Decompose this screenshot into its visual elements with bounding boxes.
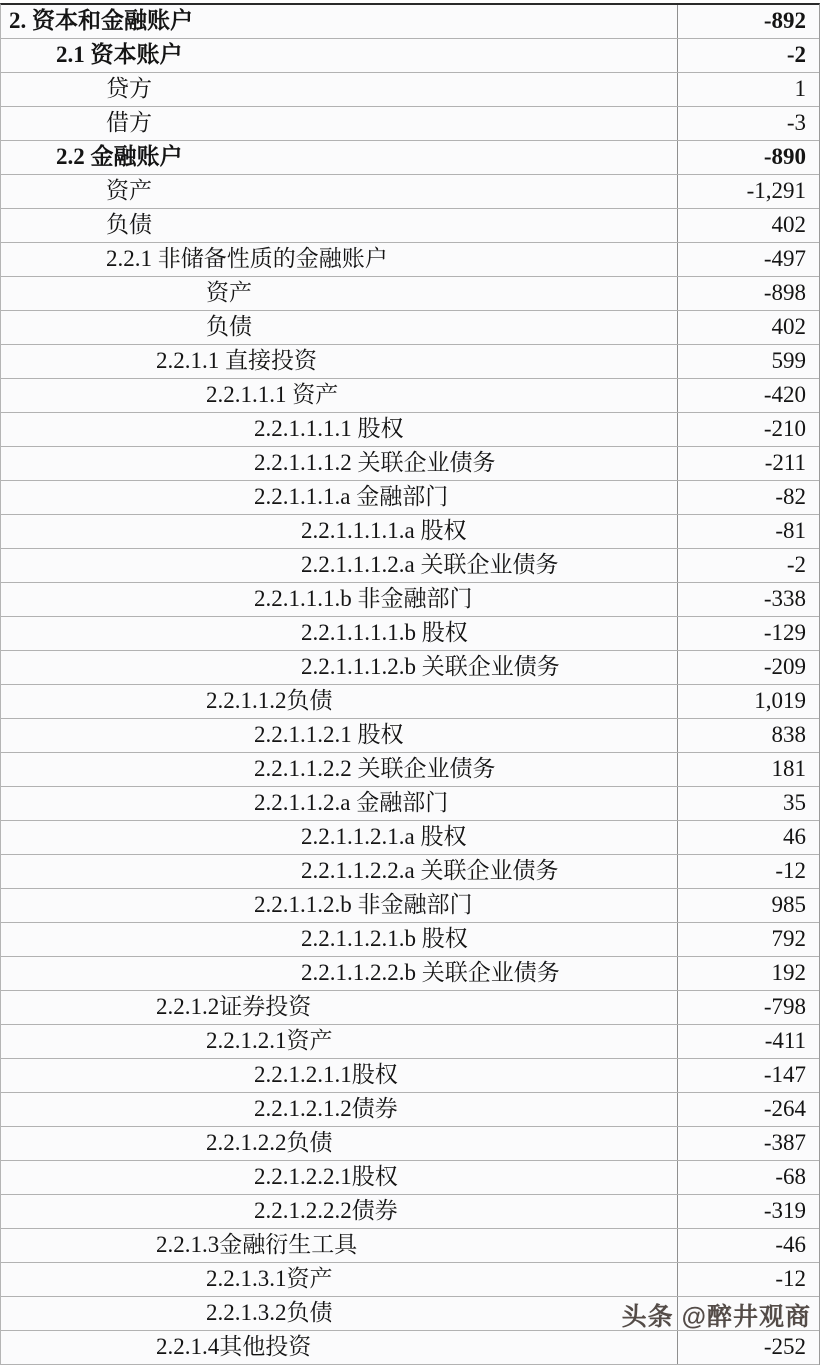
table-row bbox=[1, 311, 819, 345]
row-item-label: 负债 bbox=[206, 314, 252, 339]
row-value: 792 bbox=[677, 923, 819, 956]
row-value: -252 bbox=[677, 1331, 819, 1364]
table-row bbox=[1, 413, 819, 447]
row-item-label: 2.2.1.1.1.1 股权 bbox=[254, 416, 404, 441]
row-item-label: 2.2.1.1.2.a 金融部门 bbox=[254, 790, 449, 815]
row-value: -3 bbox=[677, 107, 819, 140]
row-item-label: 2.2.1.1.2负债 bbox=[206, 688, 333, 713]
row-value: -319 bbox=[677, 1195, 819, 1228]
row-value: 1,019 bbox=[677, 685, 819, 718]
row-item-label: 2.2.1.2证券投资 bbox=[156, 994, 312, 1019]
row-value: -411 bbox=[677, 1025, 819, 1058]
row-item-label: 2.2.1.4其他投资 bbox=[156, 1334, 312, 1359]
table-row bbox=[1, 481, 819, 515]
table-row bbox=[1, 583, 819, 617]
table-row bbox=[1, 1195, 819, 1229]
row-item-label: 2.2.1.1.2.b 非金融部门 bbox=[254, 892, 473, 917]
row-item-label: 2.2.1.2.2.1股权 bbox=[254, 1164, 398, 1189]
table-row bbox=[1, 39, 819, 73]
table-row bbox=[1, 923, 819, 957]
table-row bbox=[1, 1025, 819, 1059]
row-item-label: 2.2.1.1.1.2 关联企业债务 bbox=[254, 450, 496, 475]
row-item-label: 2.2.1.1.2.1.a 股权 bbox=[301, 824, 467, 849]
table-row bbox=[1, 821, 819, 855]
table-row bbox=[1, 991, 819, 1025]
table-row bbox=[1, 243, 819, 277]
row-value: -798 bbox=[677, 991, 819, 1024]
toutiao-watermark: 头条 @醉井观商 bbox=[621, 1303, 811, 1331]
row-value: -420 bbox=[677, 379, 819, 412]
table-row bbox=[1, 209, 819, 243]
row-value: 599 bbox=[677, 345, 819, 378]
row-item-label: 2. 资本和金融账户 bbox=[9, 8, 193, 33]
row-item-label: 借方 bbox=[106, 110, 152, 135]
table-row bbox=[1, 753, 819, 787]
row-item-label: 2.2.1.2.2.2债券 bbox=[254, 1198, 398, 1223]
row-item-label: 2.2.1.3.1资产 bbox=[206, 1266, 333, 1291]
row-value: -210 bbox=[677, 413, 819, 446]
table-row bbox=[1, 685, 819, 719]
table-row bbox=[1, 719, 819, 753]
row-value: 181 bbox=[677, 753, 819, 786]
table-row bbox=[1, 515, 819, 549]
row-item-label: 2.2.1.3金融衍生工具 bbox=[156, 1232, 358, 1257]
table-row bbox=[1, 1263, 819, 1297]
row-value: -264 bbox=[677, 1093, 819, 1126]
row-item-label: 2.2.1.1 直接投资 bbox=[156, 348, 317, 373]
table-row bbox=[1, 5, 819, 39]
row-item-label: 2.2.1.2.2负债 bbox=[206, 1130, 333, 1155]
table-row bbox=[1, 1093, 819, 1127]
row-value: 46 bbox=[677, 821, 819, 854]
row-value: -68 bbox=[677, 1161, 819, 1194]
row-item-label: 2.2.1.2.1.1股权 bbox=[254, 1062, 398, 1087]
table-row bbox=[1, 651, 819, 685]
table-row bbox=[1, 1127, 819, 1161]
table-row bbox=[1, 447, 819, 481]
table-row bbox=[1, 379, 819, 413]
row-item-label: 2.2.1.1.1.2.b 关联企业债务 bbox=[301, 654, 560, 679]
row-value: -12 bbox=[677, 1263, 819, 1296]
row-item-label: 2.2.1.2.1资产 bbox=[206, 1028, 333, 1053]
row-item-label: 2.2.1 非储备性质的金融账户 bbox=[106, 246, 388, 271]
row-item-label: 2.2.1.1.2.2 关联企业债务 bbox=[254, 756, 496, 781]
row-item-label: 资产 bbox=[206, 280, 252, 305]
row-value: -338 bbox=[677, 583, 819, 616]
table-row bbox=[1, 957, 819, 991]
row-value: 35 bbox=[677, 787, 819, 820]
row-item-label: 2.2 金融账户 bbox=[56, 144, 183, 169]
row-value: -209 bbox=[677, 651, 819, 684]
row-item-label: 2.2.1.1.1.1.b 股权 bbox=[301, 620, 468, 645]
table-row bbox=[1, 787, 819, 821]
row-value: 192 bbox=[677, 957, 819, 990]
row-item-label: 2.2.1.1.2.1.b 股权 bbox=[301, 926, 468, 951]
table-row bbox=[1, 1161, 819, 1195]
row-item-label: 2.2.1.2.1.2债券 bbox=[254, 1096, 398, 1121]
balance-of-payments-table bbox=[0, 3, 820, 1365]
row-item-label: 2.2.1.1.1.1.a 股权 bbox=[301, 518, 467, 543]
row-item-label: 负债 bbox=[106, 212, 152, 237]
row-value: -211 bbox=[677, 447, 819, 480]
row-value: -898 bbox=[677, 277, 819, 310]
row-item-label: 2.2.1.1.1 资产 bbox=[206, 382, 339, 407]
table-row bbox=[1, 277, 819, 311]
row-item-label: 资产 bbox=[106, 178, 152, 203]
row-item-label: 2.2.1.1.2.2.b 关联企业债务 bbox=[301, 960, 560, 985]
row-item-label: 2.2.1.3.2负债 bbox=[206, 1300, 333, 1325]
row-value: -2 bbox=[677, 549, 819, 582]
row-value: -1,291 bbox=[677, 175, 819, 208]
row-value: 838 bbox=[677, 719, 819, 752]
row-value: -12 bbox=[677, 855, 819, 888]
row-value: -81 bbox=[677, 515, 819, 548]
row-value: -147 bbox=[677, 1059, 819, 1092]
table-row bbox=[1, 1229, 819, 1263]
row-item-label: 2.2.1.1.1.b 非金融部门 bbox=[254, 586, 473, 611]
row-value: 402 bbox=[677, 209, 819, 242]
table-row bbox=[1, 855, 819, 889]
table-row bbox=[1, 889, 819, 923]
table-row bbox=[1, 107, 819, 141]
row-value: -129 bbox=[677, 617, 819, 650]
row-value: 985 bbox=[677, 889, 819, 922]
row-item-label: 贷方 bbox=[106, 76, 152, 101]
table-row bbox=[1, 345, 819, 379]
table-row bbox=[1, 1059, 819, 1093]
table-row bbox=[1, 141, 819, 175]
row-item-label: 2.2.1.1.1.2.a 关联企业债务 bbox=[301, 552, 559, 577]
table-row bbox=[1, 73, 819, 107]
table-row bbox=[1, 175, 819, 209]
row-item-label: 2.2.1.1.2.2.a 关联企业债务 bbox=[301, 858, 559, 883]
row-value: -2 bbox=[677, 39, 819, 72]
row-value: 402 bbox=[677, 311, 819, 344]
row-value: -82 bbox=[677, 481, 819, 514]
row-item-label: 2.2.1.1.1.a 金融部门 bbox=[254, 484, 449, 509]
row-value: -497 bbox=[677, 243, 819, 276]
row-item-label: 2.1 资本账户 bbox=[56, 42, 183, 67]
row-value: -890 bbox=[677, 141, 819, 174]
row-value: 1 bbox=[677, 73, 819, 106]
row-value: -892 bbox=[677, 5, 819, 38]
table-row bbox=[1, 549, 819, 583]
table-row bbox=[1, 617, 819, 651]
row-value: -387 bbox=[677, 1127, 819, 1160]
row-item-label: 2.2.1.1.2.1 股权 bbox=[254, 722, 404, 747]
table-row bbox=[1, 1331, 819, 1365]
row-value: -46 bbox=[677, 1229, 819, 1262]
